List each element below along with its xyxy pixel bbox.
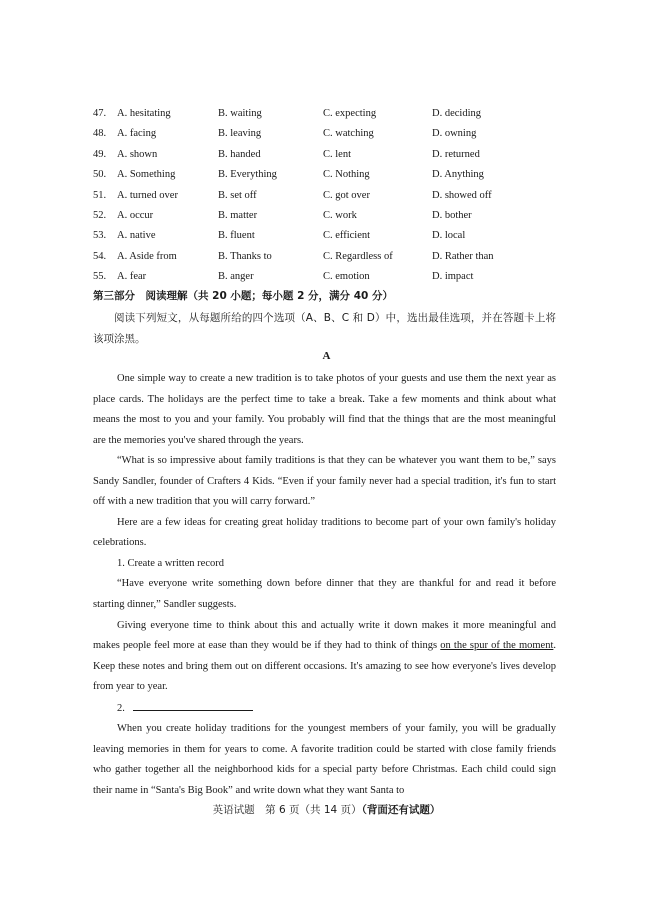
paragraph: One simple way to create a new tradition is to take photos of your guests and use them the next year as place cards. The holidays are the perfect time to take a break. Take a few moments and think about what means the most to you and your family. You probably will find that the things that are the most meaningful are the memories you've shared through the years.	[93, 373, 556, 446]
paragraph: “What is so impressive about family traditions is that they can be whatever you want them to be,” says Sandy Sandler, founder of Crafters 4 Kids. “Even if your family never had a special tradition, it's fun to start off with a new tradition that you will carry forward.”	[93, 455, 556, 508]
option-d: D. local	[432, 230, 466, 242]
option-c: C. watching	[323, 128, 374, 140]
option-row-48	[93, 124, 573, 144]
paragraph-text: Giving everyone time to think about this and actually write it down makes it more meaningful and makes people feel more at ease than they would be if they had to think of things	[93, 619, 556, 652]
option-c: C. emotion	[323, 271, 370, 283]
question-number: 49.	[93, 148, 107, 160]
option-d: D. impact	[432, 271, 474, 283]
option-row-47	[93, 104, 573, 124]
option-d: D. Rather than	[432, 250, 494, 262]
option-c: C. lent	[323, 148, 351, 160]
option-row-55	[93, 267, 573, 287]
option-a: A. Aside from	[117, 250, 177, 262]
option-a: A. native	[117, 230, 156, 242]
question-number: 51.	[93, 189, 107, 201]
option-c: C. got over	[323, 189, 370, 201]
paragraph: “Have everyone write something down before dinner that they are thankful for and read it before starting dinner,” Sandler suggests.	[93, 578, 556, 611]
option-c: C. Regardless of	[323, 250, 393, 262]
option-b: B. fluent	[218, 230, 255, 242]
page-footer	[0, 802, 653, 817]
option-b: B. Everything	[218, 169, 277, 181]
subheading-blank	[93, 698, 556, 720]
question-number: 52.	[93, 209, 107, 221]
option-b: B. Thanks to	[218, 250, 272, 262]
option-d: D. deciding	[432, 108, 481, 119]
footer-note: （背面还有试题）	[361, 804, 441, 816]
option-row-52	[93, 206, 573, 226]
item-number: 2.	[117, 702, 125, 714]
option-row-51	[93, 186, 573, 206]
option-d: D. bother	[432, 209, 472, 221]
option-c: C. expecting	[323, 108, 377, 119]
answer-options-list	[93, 104, 573, 288]
question-number: 53.	[93, 230, 107, 242]
option-b: B. anger	[218, 271, 254, 283]
underlined-phrase: on the spur of the moment	[440, 640, 554, 652]
option-d: D. Anything	[432, 169, 484, 181]
paragraph: Here are a few ideas for creating great holiday traditions to become part of your own family's holiday celebrations.	[93, 516, 556, 549]
option-row-50	[93, 165, 573, 185]
subheading-written-record: 1. Create a written record	[117, 557, 224, 569]
question-number: 50.	[93, 169, 107, 181]
option-b: B. handed	[218, 148, 261, 160]
paragraph	[93, 616, 556, 698]
option-a: A. Something	[117, 169, 176, 181]
option-d: D. returned	[432, 148, 480, 160]
question-number: 47.	[93, 108, 107, 119]
passage-title: A	[322, 350, 331, 362]
answer-blank	[133, 698, 253, 711]
reading-passage	[93, 369, 556, 801]
option-c: C. work	[323, 209, 357, 221]
question-number: 54.	[93, 250, 107, 262]
question-number: 55.	[93, 271, 107, 283]
section-instructions: 阅读下列短文，从每题所给的四个选项（A、B、C 和 D）中，选出最佳选项，并在答题卡上将该项涂黑。	[93, 312, 556, 345]
option-a: A. turned over	[117, 189, 178, 201]
option-a: A. hesitating	[117, 108, 171, 119]
option-row-54	[93, 247, 573, 267]
option-a: A. shown	[117, 148, 158, 160]
option-a: A. fear	[117, 271, 147, 283]
section-heading: 第三部分 阅读理解（共 20 小题；每小题 2 分，满分 40 分）	[93, 290, 393, 302]
option-b: B. leaving	[218, 128, 262, 140]
paragraph-text: . Keep these notes and bring them out on different occasions. It's amazing to see how everyone's lives develop from year to year.	[93, 640, 556, 693]
paragraph: When you create holiday traditions for the youngest members of your family, you will be gradually leaving memories in them for years to come. A favorite tradition could be started with close family friends who gather together all the neighborhood kids for a special party before Christmas. Each child could sign their name in “Santa's Big Book” and write down what they want Santa to	[93, 723, 556, 796]
option-c: C. efficient	[323, 230, 371, 242]
option-b: B. waiting	[218, 108, 262, 119]
option-row-49	[93, 145, 573, 165]
option-d: D. owning	[432, 128, 477, 140]
option-c: C. Nothing	[323, 169, 370, 181]
option-a: A. facing	[117, 128, 157, 140]
option-row-53	[93, 226, 573, 246]
option-b: B. set off	[218, 189, 257, 201]
option-b: B. matter	[218, 209, 258, 221]
option-a: A. occur	[117, 209, 154, 221]
question-number: 48.	[93, 128, 107, 140]
option-d: D. showed off	[432, 189, 492, 201]
footer-page-info: 英语试题 第 6 页（共 14 页）	[212, 804, 362, 816]
